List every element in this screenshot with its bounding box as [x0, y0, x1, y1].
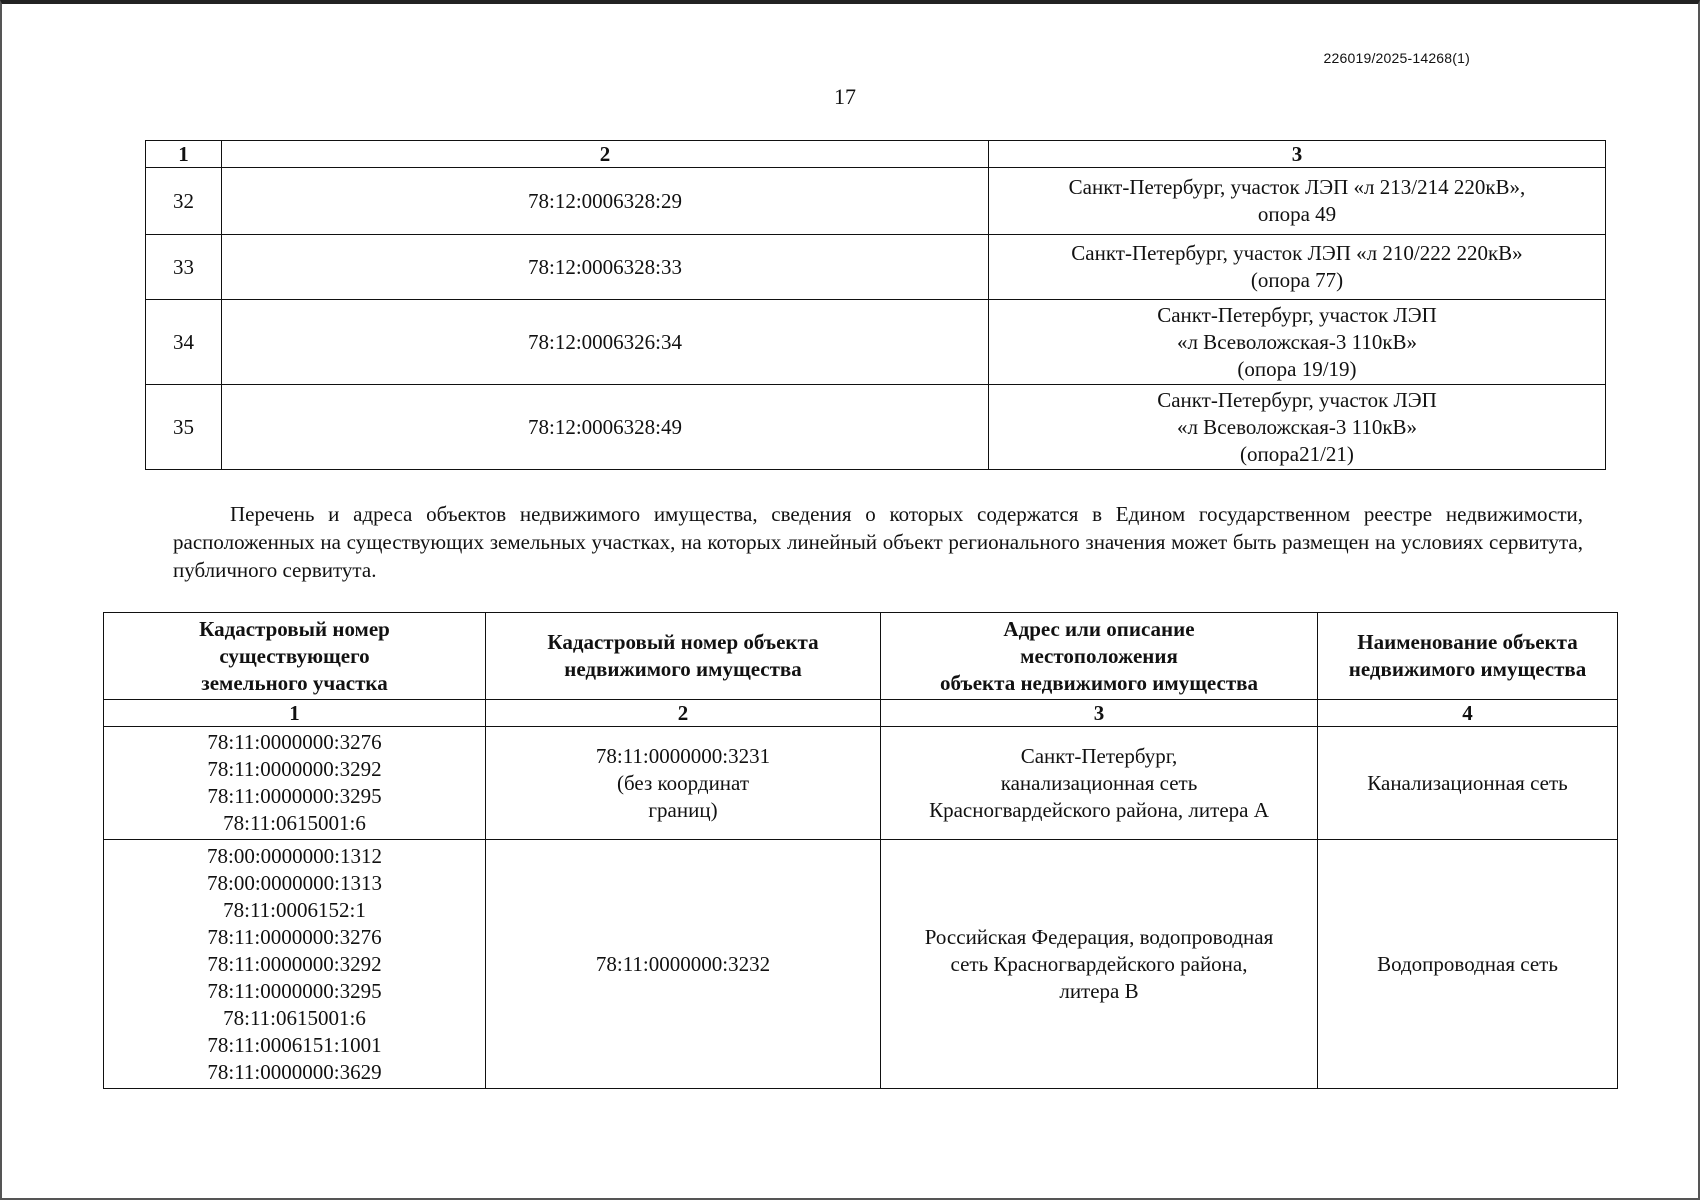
address-line: Санкт-Петербург,	[1020, 743, 1178, 768]
header-line: Кадастровый номер	[199, 616, 390, 641]
table-row	[146, 385, 1606, 470]
header-line: недвижимого имущества	[1348, 657, 1587, 681]
land-parcel-number: 78:11:0000000:3292	[207, 757, 382, 781]
header-line: земельного участка	[201, 670, 388, 695]
address-line: «л Всеволожская-3 110кВ»	[1176, 329, 1418, 354]
table-row	[146, 235, 1606, 300]
table-row	[104, 840, 1618, 1089]
address-line: Санкт-Петербург, участок ЛЭП «л 213/214 220кВ»,	[1068, 175, 1526, 199]
address-line: Санкт-Петербург, участок ЛЭП	[1157, 302, 1437, 327]
column-number: 1	[104, 700, 486, 727]
column-number: 1	[146, 141, 222, 168]
address-line: Российская Федерация, водопроводная	[924, 924, 1274, 949]
address-line: Санкт-Петербург, участок ЛЭП	[1157, 387, 1437, 412]
column-number: 3	[881, 700, 1318, 727]
object-cadastral-line: 78:11:0000000:3231	[595, 743, 771, 768]
document-number: 226019/2025-14268(1)	[1323, 50, 1470, 66]
header-line: существующего	[219, 643, 370, 668]
land-parcel-number: 78:11:0000000:3276	[207, 924, 382, 949]
object-cadastral-cell	[486, 840, 881, 1089]
header-address	[881, 613, 1318, 700]
object-cadastral-line: границ)	[648, 797, 718, 822]
header-line: недвижимого имущества	[564, 657, 802, 681]
land-parcels-cell	[104, 840, 486, 1089]
land-parcel-number: 78:11:0000000:3295	[207, 784, 382, 808]
page-number: 17	[834, 84, 856, 109]
address-line: Красногвардейского района, литера А	[929, 797, 1269, 822]
address-line: опора 49	[1257, 202, 1337, 226]
table-header-row	[146, 141, 1606, 168]
column-number: 2	[222, 141, 989, 168]
table-row	[146, 300, 1606, 385]
object-cadastral-cell	[486, 727, 881, 840]
row-number: 34	[146, 300, 222, 385]
object-cadastral-line: 78:11:0000000:3232	[595, 951, 771, 976]
header-line: Кадастровый номер объекта	[547, 630, 819, 654]
header-object-cadastral	[486, 613, 881, 700]
address-line: (опора 19/19)	[1237, 356, 1357, 381]
land-parcel-number: 78:11:0000000:3292	[207, 951, 382, 976]
cadastral-number: 78:12:0006328:29	[222, 168, 989, 235]
address-line: Санкт-Петербург, участок ЛЭП «л 210/222 220кВ»	[1071, 241, 1523, 265]
row-number: 35	[146, 385, 222, 470]
column-number: 4	[1318, 700, 1618, 727]
object-name: Водопроводная сеть	[1318, 840, 1618, 1089]
land-parcel-number: 78:11:0006151:1001	[207, 1032, 382, 1057]
address-line: канализационная сеть	[1000, 770, 1198, 795]
cadastral-number: 78:12:0006326:34	[222, 300, 989, 385]
address-line: (опора21/21)	[1240, 441, 1354, 466]
table-row	[146, 168, 1606, 235]
header-line: объекта недвижимого имущества	[940, 670, 1258, 695]
power-line-parcels-table	[145, 140, 1606, 470]
address-cell	[881, 840, 1318, 1089]
object-cadastral-line: (без координат	[617, 770, 749, 795]
section-description: Перечень и адреса объектов недвижимого имущества, сведения о которых содержатся в Едином государственном реестре недвижимости, расположенных на существующих земельных участках, на которых линейный объект регионального значения может быть размещен на условиях сервитута, публичного сервитута.	[173, 502, 1583, 582]
table-row	[104, 727, 1618, 840]
table-header-row	[104, 613, 1618, 700]
header-line: Наименование объекта	[1357, 630, 1578, 654]
header-line: местоположения	[1020, 643, 1178, 668]
header-land-parcel	[104, 613, 486, 700]
address-line: (опора 77)	[1250, 268, 1344, 292]
land-parcel-number: 78:11:0615001:6	[223, 811, 366, 835]
header-line: Адрес или описание	[1003, 616, 1195, 641]
column-numbers-row	[104, 700, 1618, 727]
address-cell	[881, 727, 1318, 840]
row-number: 33	[146, 235, 222, 300]
address-cell	[989, 168, 1606, 235]
column-number: 3	[989, 141, 1606, 168]
cadastral-number: 78:12:0006328:49	[222, 385, 989, 470]
land-parcels-cell	[104, 727, 486, 840]
land-parcel-number: 78:11:0006152:1	[223, 897, 366, 922]
real-estate-objects-table	[103, 612, 1618, 1089]
address-cell	[989, 385, 1606, 470]
address-cell	[989, 235, 1606, 300]
column-number: 2	[486, 700, 881, 727]
land-parcel-number: 78:00:0000000:1312	[206, 843, 382, 868]
row-number: 32	[146, 168, 222, 235]
land-parcel-number: 78:00:0000000:1313	[206, 870, 382, 895]
land-parcel-number: 78:11:0000000:3295	[207, 978, 382, 1003]
land-parcel-number: 78:11:0000000:3629	[207, 1059, 382, 1084]
address-line: литера В	[1059, 978, 1139, 1003]
object-name: Канализационная сеть	[1318, 727, 1618, 840]
header-object-name	[1318, 613, 1618, 700]
address-line: «л Всеволожская-3 110кВ»	[1176, 414, 1418, 439]
address-line: сеть Красногвардейского района,	[950, 951, 1248, 976]
cadastral-number: 78:12:0006328:33	[222, 235, 989, 300]
land-parcel-number: 78:11:0615001:6	[223, 1005, 366, 1030]
address-cell	[989, 300, 1606, 385]
land-parcel-number: 78:11:0000000:3276	[207, 730, 382, 754]
